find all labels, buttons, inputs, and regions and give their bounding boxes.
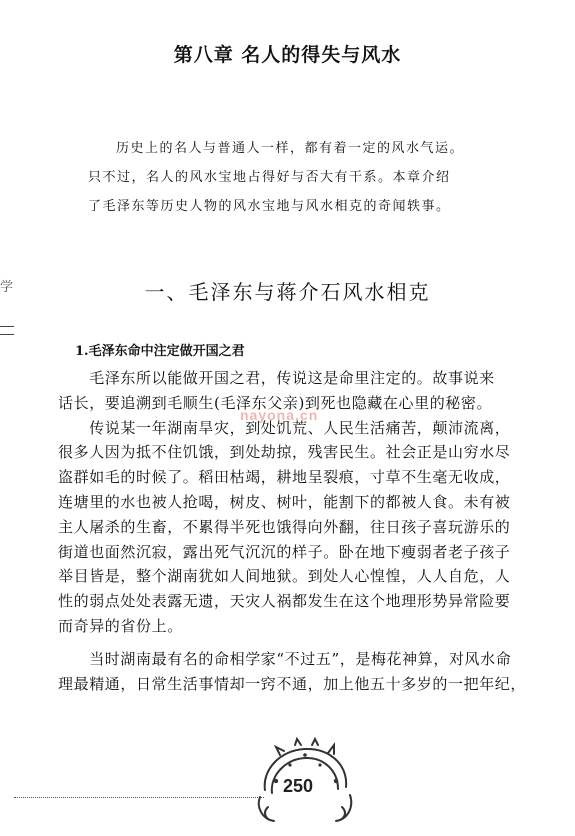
body-line: 传说某一年湖南旱灾，到处饥荒、人民生活痛苦，颠沛流离，	[58, 418, 511, 437]
section-title: 一、毛泽东与蒋介石风水相克	[144, 280, 431, 304]
body-line: 理最精通，日常生活事情却一窍不通，加上他五十多岁的一把年纪，	[58, 674, 527, 693]
subsection-title: 1.毛泽东命中注定做开国之君	[75, 344, 245, 359]
body-line: 盗群如毛的时候了。稻田枯竭，耕地呈裂痕，寸草不生毫无收成，	[58, 468, 511, 487]
body-line: 毛泽东所以能做开国之君，传说这是命里注定的。故事说来	[58, 369, 495, 387]
body-line: 话长，要追溯到毛顺生(毛泽东父亲)到死也隐藏在心里的秘密。	[58, 393, 493, 412]
body-line: 而奇异的省份上。	[58, 616, 183, 635]
margin-glyph: 学	[0, 280, 14, 295]
intro-line: 历史上的名人与普通人一样，都有着一定的风水气运。	[116, 141, 465, 156]
chapter-title: 第八章 名人的得失与风水	[173, 44, 402, 66]
body-line: 主人屠杀的生畜，不累得半死也饿得向外翻，往日孩子喜玩游乐的	[58, 517, 511, 536]
body-line: 举目皆是，整个湖南犹如人间地狱。到处人心惶惶，人人自危，人	[58, 567, 511, 586]
paragraph-gap	[58, 639, 548, 647]
margin-mark	[0, 334, 14, 335]
intro-line: 只不过，名人的风水宝地占得好与否大有干系。本章介绍	[88, 170, 451, 185]
page-number: 250	[283, 776, 314, 796]
body-line: 连塘里的水也被人抢喝，树皮、树叶，能割下的都被人食。未有被	[58, 492, 511, 511]
footer-dotted-rule	[14, 797, 264, 798]
chapter-intro	[88, 134, 528, 221]
body-line: 街道也面然沉寂，露出死气沉沉的样子。卧在地下瘦弱者老子孩子	[58, 542, 511, 561]
margin-mark	[0, 326, 14, 327]
body-line: 性的弱点处处表露无遗，天灾人祸都发生在这个地理形势异常险要	[58, 592, 511, 611]
body-line: 很多人因为抵不住饥饿，到处劫掠，残害民生。社会正是山穷水尽	[58, 443, 511, 462]
body-line: 当时湖南最有名的命相学家“不过五”，是梅花神算，对风水命	[58, 649, 512, 668]
intro-line: 了毛泽东等历史人物的风水宝地与风水相克的奇闻轶事。	[88, 199, 451, 214]
watermark: nayona.cn	[240, 407, 319, 423]
